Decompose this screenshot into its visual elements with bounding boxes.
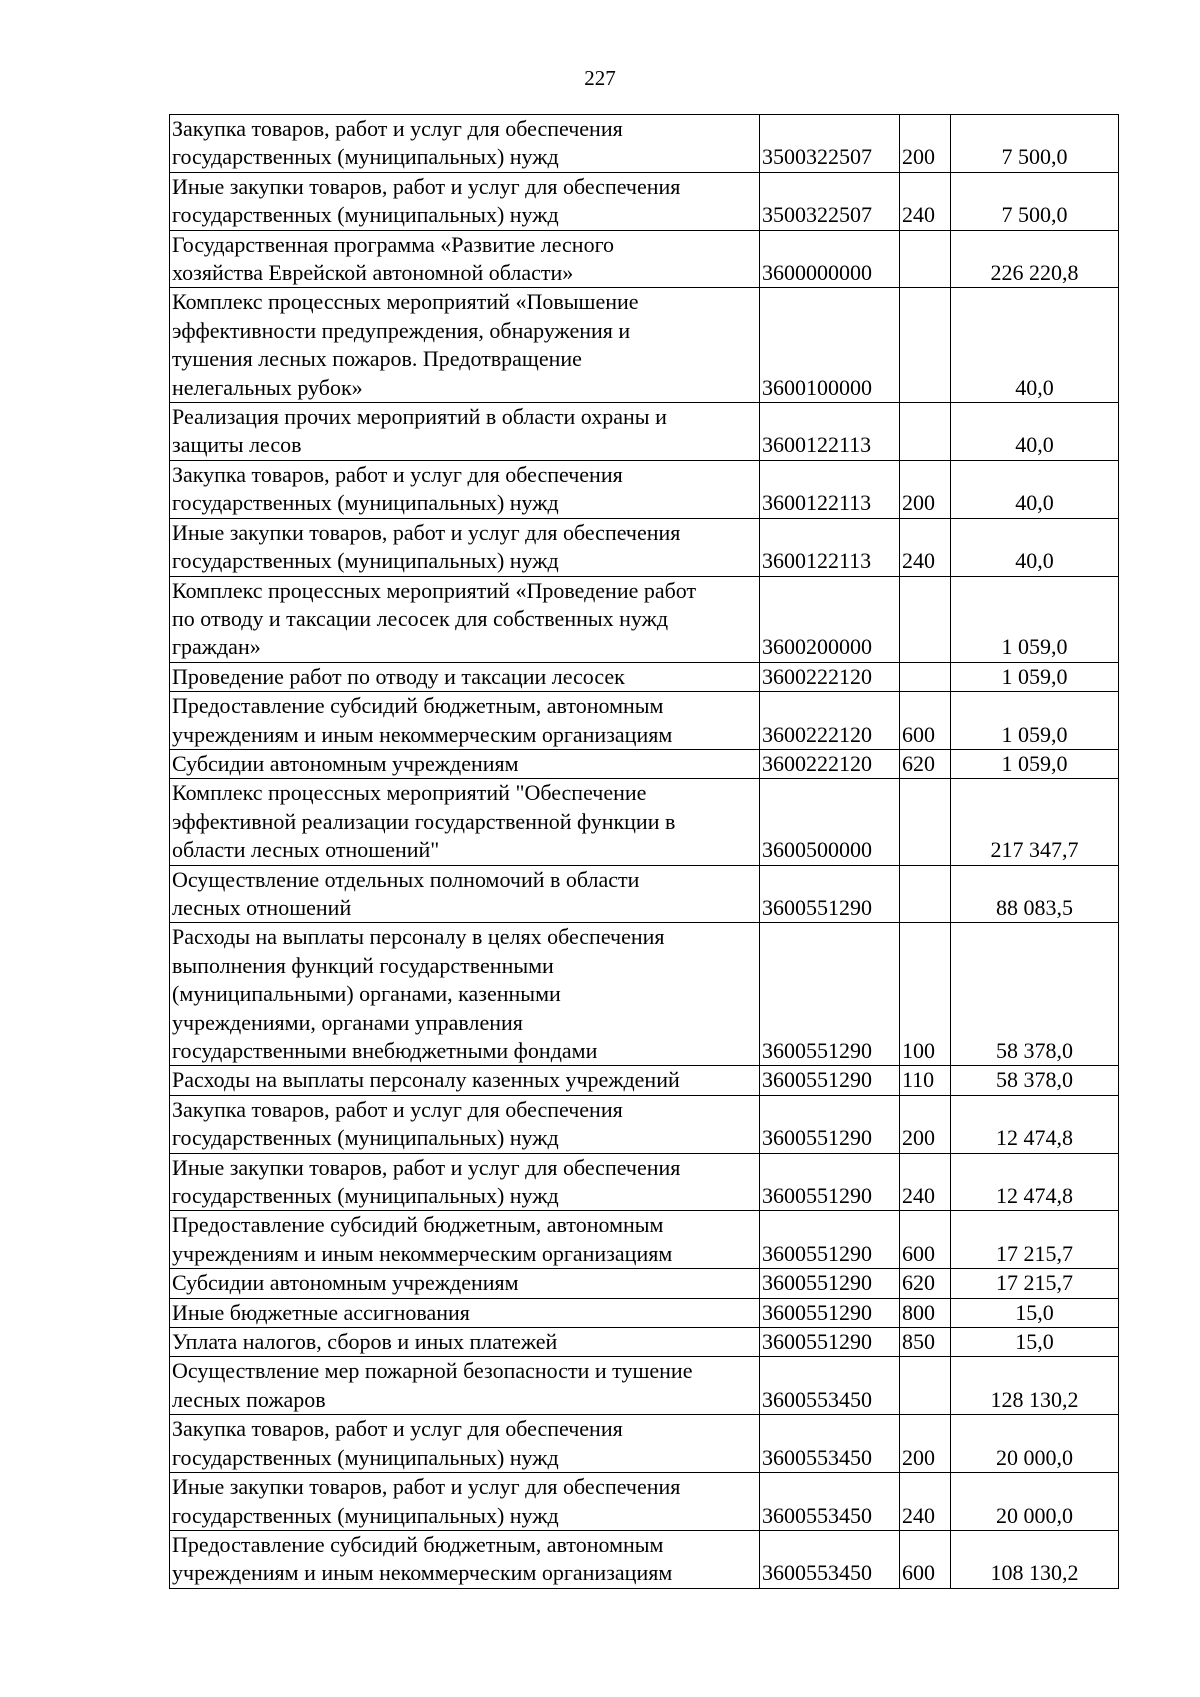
row-name-line: Уплата налогов, сборов и иных платежей [172,1329,558,1355]
row-name-cell [170,1415,760,1473]
row-type-cell: 240 [900,172,951,230]
row-name-line: по отводу и таксации лесосек для собственных нужд [172,605,669,631]
row-type-cell: 100 [900,923,951,1066]
row-name-line: Иные закупки товаров, работ и услуг для обеспечения [172,173,681,199]
table-row [170,662,1119,691]
row-name-cell [170,1153,760,1211]
row-name-cell [170,172,760,230]
row-code-cell: 3600000000 [760,230,900,288]
row-name-line: Субсидии автономным учреждениям [172,750,519,776]
table-row [170,460,1119,518]
row-name-line: тушения лесных пожаров. Предотвращение [172,346,582,372]
row-type-cell: 620 [900,749,951,778]
row-name-line: государственными внебюджетными фондами [172,1038,598,1063]
row-type-cell [900,576,951,662]
row-name-cell [170,576,760,662]
table-row [170,779,1119,865]
budget-table [169,114,1119,1589]
row-name-cell [170,662,760,691]
table-row [170,923,1119,1066]
row-sum-cell: 40,0 [951,518,1119,576]
row-type-cell: 200 [900,115,951,173]
table-row [170,172,1119,230]
row-code-cell: 3600222120 [760,692,900,750]
row-code-cell: 3500322507 [760,115,900,173]
row-name-cell [170,1357,760,1415]
row-type-cell: 600 [900,1211,951,1269]
row-name-cell [170,1530,760,1588]
row-type-cell [900,288,951,403]
row-sum-cell: 128 130,2 [951,1357,1119,1415]
row-type-cell: 240 [900,1473,951,1531]
row-name-line: Предоставление субсидий бюджетным, автономным [172,693,664,719]
row-type-cell: 200 [900,460,951,518]
row-name-line: Предоставление субсидий бюджетным, автономным [172,1531,664,1557]
row-name-line: Закупка товаров, работ и услуг для обеспечения [172,1416,623,1442]
row-type-cell: 240 [900,1153,951,1211]
table-row [170,115,1119,173]
row-name-line: государственных (муниципальных) нужд [172,490,559,516]
row-type-cell: 110 [900,1066,951,1095]
row-sum-cell: 20 000,0 [951,1415,1119,1473]
row-sum-cell: 1 059,0 [951,662,1119,691]
row-type-cell: 200 [900,1415,951,1473]
row-name-line: хозяйства Еврейской автономной области» [172,260,574,286]
row-name-line: Иные закупки товаров, работ и услуг для обеспечения [172,1474,681,1500]
table-row [170,1328,1119,1357]
row-name-cell [170,460,760,518]
row-name-cell [170,1473,760,1531]
row-sum-cell: 1 059,0 [951,692,1119,750]
table-row [170,576,1119,662]
page-number: 227 [584,66,616,90]
row-sum-cell: 226 220,8 [951,230,1119,288]
row-name-cell [170,1095,760,1153]
row-type-cell [900,230,951,288]
row-type-cell: 800 [900,1298,951,1327]
row-name-line: Осуществление мер пожарной безопасности и тушение [172,1358,693,1384]
row-sum-cell: 58 378,0 [951,923,1119,1066]
row-sum-cell: 12 474,8 [951,1095,1119,1153]
row-name-line: государственных (муниципальных) нужд [172,1444,559,1470]
row-code-cell: 3600553450 [760,1530,900,1588]
row-name-line: Реализация прочих мероприятий в области охраны и [172,404,667,430]
row-type-cell [900,779,951,865]
table-row [170,749,1119,778]
row-code-cell: 3600122113 [760,518,900,576]
row-name-line: учреждениям и иным некоммерческим организациям [172,1240,673,1266]
table-row [170,1211,1119,1269]
table-row [170,1473,1119,1531]
row-name-line: государственных (муниципальных) нужд [172,1125,559,1151]
table-row [170,403,1119,461]
row-code-cell: 3600551290 [760,1328,900,1357]
row-name-line: Комплекс процессных мероприятий «Повышение [172,289,639,315]
row-code-cell: 3600551290 [760,1211,900,1269]
row-sum-cell: 1 059,0 [951,749,1119,778]
row-sum-cell: 1 059,0 [951,576,1119,662]
row-sum-cell: 20 000,0 [951,1473,1119,1531]
row-name-line: государственных (муниципальных) нужд [172,1502,559,1528]
row-sum-cell: 217 347,7 [951,779,1119,865]
row-sum-cell: 7 500,0 [951,115,1119,173]
row-type-cell [900,662,951,691]
table-row [170,1357,1119,1415]
row-name-line: Комплекс процессных мероприятий "Обеспечение [172,780,647,806]
row-name-cell [170,865,760,923]
row-sum-cell: 7 500,0 [951,172,1119,230]
row-name-line: Предоставление субсидий бюджетным, автономным [172,1212,664,1238]
row-code-cell: 3600551290 [760,1153,900,1211]
row-name-cell [170,1328,760,1357]
row-name-line: учреждениям и иным некоммерческим организациям [172,1560,673,1586]
row-sum-cell: 17 215,7 [951,1269,1119,1298]
row-name-line: Иные закупки товаров, работ и услуг для обеспечения [172,1154,681,1180]
row-name-cell [170,1298,760,1327]
row-code-cell: 3600553450 [760,1357,900,1415]
row-name-cell [170,115,760,173]
row-name-cell [170,692,760,750]
row-sum-cell: 12 474,8 [951,1153,1119,1211]
row-code-cell: 3600500000 [760,779,900,865]
row-name-line: (муниципальными) органами, казенными [172,981,561,1007]
row-code-cell: 3600553450 [760,1415,900,1473]
table-row [170,230,1119,288]
row-name-line: Иные закупки товаров, работ и услуг для обеспечения [172,519,681,545]
row-name-cell [170,1066,760,1095]
row-type-cell [900,403,951,461]
row-type-cell [900,1357,951,1415]
row-code-cell: 3600551290 [760,1269,900,1298]
row-name-line: Закупка товаров, работ и услуг для обеспечения [172,116,623,141]
row-name-line: Расходы на выплаты персоналу в целях обеспечения [172,924,665,950]
row-name-line: государственных (муниципальных) нужд [172,1183,559,1209]
table-row [170,1415,1119,1473]
row-code-cell: 3600122113 [760,460,900,518]
row-name-cell [170,518,760,576]
row-sum-cell: 40,0 [951,460,1119,518]
row-type-cell [900,865,951,923]
row-code-cell: 3600551290 [760,1095,900,1153]
table-row [170,1095,1119,1153]
row-name-cell [170,923,760,1066]
row-name-line: государственных (муниципальных) нужд [172,548,559,574]
row-name-line: защиты лесов [172,432,302,458]
row-name-line: Иные бюджетные ассигнования [172,1299,470,1325]
row-sum-cell: 40,0 [951,403,1119,461]
table-row [170,518,1119,576]
row-sum-cell: 108 130,2 [951,1530,1119,1588]
row-name-cell [170,1269,760,1298]
row-code-cell: 3500322507 [760,172,900,230]
table-row [170,1269,1119,1298]
table-row [170,865,1119,923]
row-type-cell: 240 [900,518,951,576]
row-code-cell: 3600122113 [760,403,900,461]
row-code-cell: 3600551290 [760,865,900,923]
row-name-line: лесных пожаров [172,1386,326,1412]
row-type-cell: 600 [900,1530,951,1588]
row-code-cell: 3600222120 [760,662,900,691]
row-type-cell: 850 [900,1328,951,1357]
row-sum-cell: 88 083,5 [951,865,1119,923]
row-name-cell [170,403,760,461]
table-row [170,1066,1119,1095]
row-name-line: граждан» [172,634,261,660]
row-name-cell [170,288,760,403]
row-name-line: Государственная программа «Развитие лесного [172,231,615,257]
row-code-cell: 3600551290 [760,1066,900,1095]
row-name-cell [170,230,760,288]
row-name-line: Закупка товаров, работ и услуг для обеспечения [172,461,623,487]
budget-table-body [170,115,1119,1589]
row-code-cell: 3600553450 [760,1473,900,1531]
row-sum-cell: 15,0 [951,1298,1119,1327]
row-name-line: эффективной реализации государственной функции в [172,808,676,834]
row-name-line: учреждениям и иным некоммерческим организациям [172,721,673,747]
row-code-cell: 3600100000 [760,288,900,403]
row-name-line: Проведение работ по отводу и таксации лесосек [172,663,625,689]
row-name-line: Осуществление отдельных полномочий в области [172,866,640,892]
row-name-line: Закупка товаров, работ и услуг для обеспечения [172,1096,623,1122]
row-type-cell: 200 [900,1095,951,1153]
row-sum-cell: 15,0 [951,1328,1119,1357]
table-row [170,1530,1119,1588]
row-name-line: Расходы на выплаты персоналу казенных учреждений [172,1067,680,1093]
row-type-cell: 620 [900,1269,951,1298]
table-row [170,288,1119,403]
row-name-cell [170,779,760,865]
row-name-line: выполнения функций государственными [172,952,554,978]
row-name-line: государственных (муниципальных) нужд [172,144,559,170]
table-row [170,1298,1119,1327]
row-code-cell: 3600551290 [760,1298,900,1327]
row-name-cell [170,1211,760,1269]
row-name-line: государственных (муниципальных) нужд [172,202,559,228]
row-code-cell: 3600200000 [760,576,900,662]
row-sum-cell: 58 378,0 [951,1066,1119,1095]
row-name-line: области лесных отношений" [172,837,440,863]
row-name-line: учреждениями, органами управления [172,1009,523,1035]
row-name-line: нелегальных рубок» [172,374,363,400]
row-name-line: Субсидии автономным учреждениям [172,1270,519,1296]
row-name-line: эффективности предупреждения, обнаружения и [172,317,631,343]
table-row [170,1153,1119,1211]
row-sum-cell: 40,0 [951,288,1119,403]
row-name-line: лесных отношений [172,894,352,920]
row-code-cell: 3600551290 [760,923,900,1066]
row-sum-cell: 17 215,7 [951,1211,1119,1269]
row-code-cell: 3600222120 [760,749,900,778]
row-type-cell: 600 [900,692,951,750]
table-row [170,692,1119,750]
row-name-cell [170,749,760,778]
row-name-line: Комплекс процессных мероприятий «Проведение работ [172,577,697,603]
